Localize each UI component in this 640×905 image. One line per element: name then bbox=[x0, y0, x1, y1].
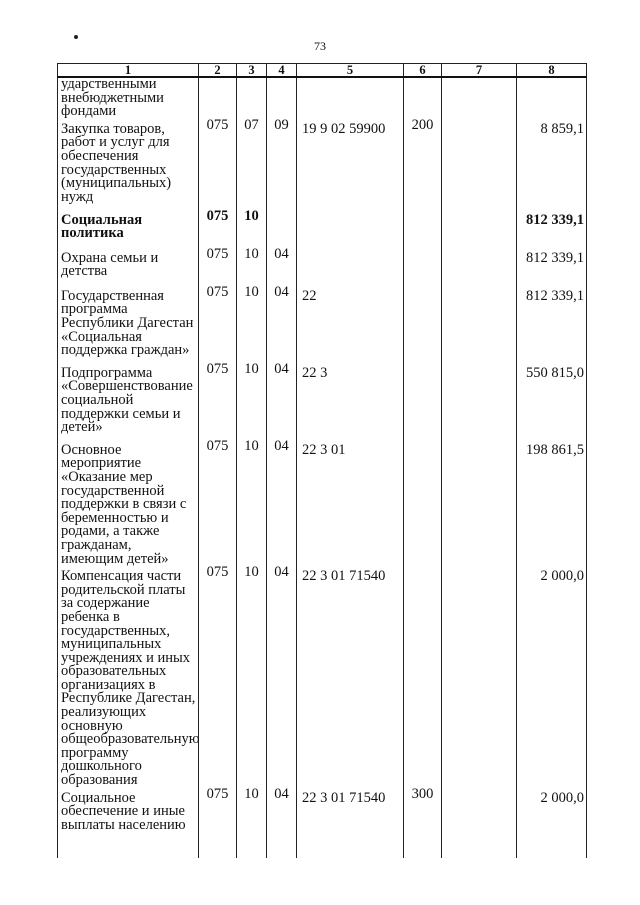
column-7-cell bbox=[442, 77, 517, 119]
amount-cell: 198 861,5 bbox=[517, 440, 587, 566]
subsection-code-cell: 04 bbox=[267, 363, 297, 440]
subsection-code-cell: 04 bbox=[267, 440, 297, 566]
table-row bbox=[58, 286, 587, 363]
item-name-cell: Социальное обеспечение и иные выплаты населению bbox=[58, 788, 199, 858]
ministry-code-cell: 075 bbox=[199, 440, 237, 566]
amount-cell: 550 815,0 bbox=[517, 363, 587, 440]
ministry-code-cell: 075 bbox=[199, 248, 237, 286]
subsection-code-cell: 04 bbox=[267, 566, 297, 788]
expense-type-cell bbox=[404, 566, 442, 788]
table-row bbox=[58, 788, 587, 858]
expense-type-cell bbox=[404, 440, 442, 566]
table-row bbox=[58, 440, 587, 566]
header-cell: 4 bbox=[267, 64, 297, 78]
header-cell: 3 bbox=[237, 64, 267, 78]
header-cell: 8 bbox=[517, 64, 587, 78]
table-row bbox=[58, 248, 587, 286]
amount-cell: 2 000,0 bbox=[517, 788, 587, 858]
ministry-code-cell: 075 bbox=[199, 566, 237, 788]
section-code-cell: 10 bbox=[237, 286, 267, 363]
column-7-cell bbox=[442, 363, 517, 440]
header-cell: 1 bbox=[58, 64, 199, 78]
section-code-cell: 10 bbox=[237, 248, 267, 286]
column-7-cell bbox=[442, 119, 517, 210]
section-code-cell bbox=[237, 77, 267, 119]
column-7-cell bbox=[442, 248, 517, 286]
section-code-cell: 10 bbox=[237, 440, 267, 566]
item-name-cell: Социальная политика bbox=[58, 210, 199, 248]
section-code-cell: 10 bbox=[237, 788, 267, 858]
item-name-cell: Основное мероприятие «Оказание мер государственной поддержки в связи с беременностью и родами, а также гражданам, имеющим детей» bbox=[58, 440, 199, 566]
target-article-cell: 22 3 01 71540 bbox=[297, 566, 404, 788]
target-article-cell bbox=[297, 77, 404, 119]
ministry-code-cell: 075 bbox=[199, 363, 237, 440]
section-code-cell: 10 bbox=[237, 566, 267, 788]
target-article-cell: 22 bbox=[297, 286, 404, 363]
expense-type-cell bbox=[404, 363, 442, 440]
ministry-code-cell: 075 bbox=[199, 119, 237, 210]
header-row bbox=[58, 64, 587, 78]
expense-type-cell bbox=[404, 77, 442, 119]
subsection-code-cell: 04 bbox=[267, 788, 297, 858]
page-number: 73 bbox=[314, 39, 326, 53]
target-article-cell bbox=[297, 248, 404, 286]
subsection-code-cell bbox=[267, 77, 297, 119]
amount-cell: 812 339,1 bbox=[517, 248, 587, 286]
ministry-code-cell: 075 bbox=[199, 286, 237, 363]
header-cell: 7 bbox=[442, 64, 517, 78]
subsection-code-cell bbox=[267, 210, 297, 248]
column-7-cell bbox=[442, 566, 517, 788]
table-row bbox=[58, 210, 587, 248]
header-cell: 5 bbox=[297, 64, 404, 78]
column-7-cell bbox=[442, 286, 517, 363]
expense-type-cell bbox=[404, 248, 442, 286]
amount-cell: 2 000,0 bbox=[517, 566, 587, 788]
column-7-cell bbox=[442, 788, 517, 858]
subsection-code-cell: 04 bbox=[267, 286, 297, 363]
target-article-cell: 22 3 bbox=[297, 363, 404, 440]
item-name-cell: ударственными внебюджетными фондами bbox=[58, 77, 199, 119]
section-code-cell: 10 bbox=[237, 363, 267, 440]
expense-type-cell bbox=[404, 286, 442, 363]
item-name-cell: Государственная программа Республики Дагестан «Социальная поддержка граждан» bbox=[58, 286, 199, 363]
amount-cell: 812 339,1 bbox=[517, 210, 587, 248]
item-name-cell: Охрана семьи и детства bbox=[58, 248, 199, 286]
table-row bbox=[58, 363, 587, 440]
item-name-cell: Подпрограмма «Совершенствование социальной поддержки семьи и детей» bbox=[58, 363, 199, 440]
item-name-cell: Компенсация части родительской платы за содержание ребенка в государственных, муниципальных учреждениях и иных образовательных организациях в Республике Дагестан, реализующих основную общеобразовательную программу дошкольного образования bbox=[58, 566, 199, 788]
amount-cell: 8 859,1 bbox=[517, 119, 587, 210]
ministry-code-cell bbox=[199, 77, 237, 119]
target-article-cell: 22 3 01 bbox=[297, 440, 404, 566]
target-article-cell: 19 9 02 59900 bbox=[297, 119, 404, 210]
subsection-code-cell: 04 bbox=[267, 248, 297, 286]
expense-type-cell bbox=[404, 210, 442, 248]
target-article-cell bbox=[297, 210, 404, 248]
ministry-code-cell: 075 bbox=[199, 210, 237, 248]
table-body bbox=[58, 77, 587, 858]
column-7-cell bbox=[442, 210, 517, 248]
expense-type-cell: 300 bbox=[404, 788, 442, 858]
header-cell: 6 bbox=[404, 64, 442, 78]
column-7-cell bbox=[442, 440, 517, 566]
table-row bbox=[58, 119, 587, 210]
target-article-cell: 22 3 01 71540 bbox=[297, 788, 404, 858]
item-name-cell: Закупка товаров, работ и услуг для обеспечения государственных (муниципальных) нужд bbox=[58, 119, 199, 210]
header-cell: 2 bbox=[199, 64, 237, 78]
budget-table bbox=[57, 63, 587, 858]
amount-cell: 812 339,1 bbox=[517, 286, 587, 363]
section-code-cell: 10 bbox=[237, 210, 267, 248]
margin-dot bbox=[74, 35, 78, 39]
expense-type-cell: 200 bbox=[404, 119, 442, 210]
table-row bbox=[58, 566, 587, 788]
amount-cell bbox=[517, 77, 587, 119]
ministry-code-cell: 075 bbox=[199, 788, 237, 858]
table-row bbox=[58, 77, 587, 119]
subsection-code-cell: 09 bbox=[267, 119, 297, 210]
section-code-cell: 07 bbox=[237, 119, 267, 210]
